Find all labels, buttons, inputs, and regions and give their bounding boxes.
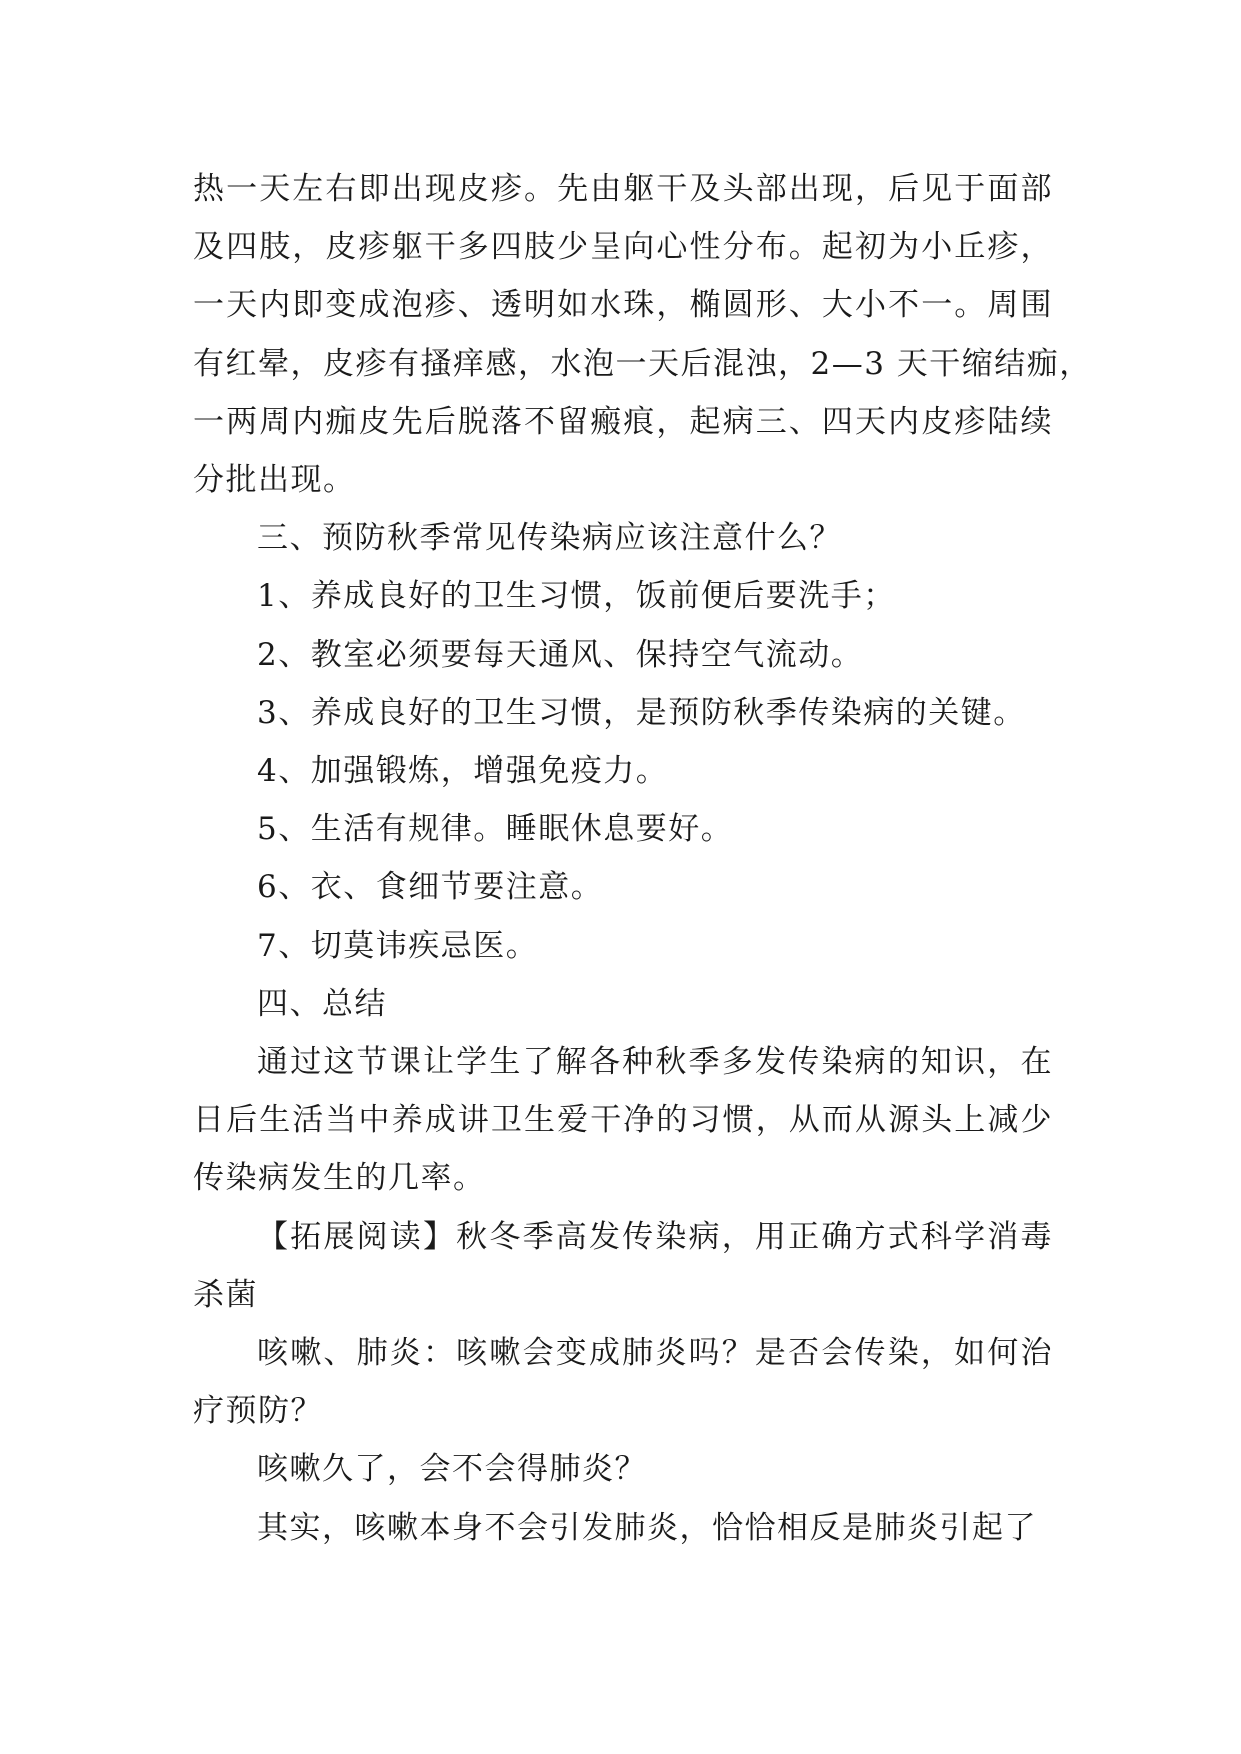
section-heading-prevention [193, 509, 1053, 567]
section-heading-summary [193, 975, 1053, 1033]
text-line: 5、生活有规律。睡眠休息要好。 [257, 811, 734, 848]
paragraph-extended-reading [193, 1208, 1053, 1324]
list-item-1 [193, 567, 1053, 625]
text-line: 通过这节课让学生了解各种秋季多发传染病的知识，在 [257, 1044, 1053, 1081]
text-line: 其实，咳嗽本身不会引发肺炎，恰恰相反是肺炎引起了 [257, 1509, 1037, 1546]
list-item-4 [193, 742, 1053, 800]
text-line: 疗预防？ [193, 1393, 323, 1430]
text-line: 4、加强锻炼，增强免疫力。 [257, 753, 669, 790]
list-item-5 [193, 800, 1053, 858]
text-line: 7、切莫讳疾忌医。 [257, 927, 539, 964]
text-line: 分批出现。 [193, 462, 356, 499]
paragraph-question [193, 1440, 1053, 1498]
text-line: 2、教室必须要每天通风、保持空气流动。 [257, 636, 864, 673]
text-line: 3、养成良好的卫生习惯，是预防秋季传染病的关键。 [257, 694, 1026, 731]
text-line: 有红晕，皮疹有搔痒感，水泡一天后混浊，2—3 天干缩结痂， [193, 345, 1092, 382]
text-line: 一两周内痂皮先后脱落不留瘢痕，起病三、四天内皮疹陆续 [193, 403, 1053, 440]
text-line: 四、总结 [257, 985, 387, 1022]
text-line: 一天内即变成泡疹、透明如水珠，椭圆形、大小不一。周围 [193, 287, 1053, 324]
text-line: 及四肢，皮疹躯干多四肢少呈向心性分布。起初为小丘疹， [193, 229, 1053, 266]
text-line: 咳嗽久了，会不会得肺炎？ [257, 1451, 647, 1488]
text-line: 6、衣、食细节要注意。 [257, 869, 604, 906]
text-line: 热一天左右即出现皮疹。先由躯干及头部出现，后见于面部 [193, 171, 1053, 207]
list-item-3 [193, 684, 1053, 742]
list-item-7 [193, 917, 1053, 975]
paragraph-summary [193, 1033, 1053, 1208]
text-line: 咳嗽、肺炎：咳嗽会变成肺炎吗？是否会传染，如何治 [257, 1335, 1053, 1372]
list-item-2 [193, 626, 1053, 684]
text-line: 杀菌 [193, 1276, 258, 1313]
text-line: 【拓展阅读】秋冬季高发传染病，用正确方式科学消毒 [257, 1218, 1053, 1255]
document-body [193, 160, 1092, 1557]
paragraph-answer [193, 1499, 1053, 1557]
text-line: 1、养成良好的卫生习惯，饭前便后要洗手； [257, 578, 896, 615]
text-line: 传染病发生的几率。 [193, 1160, 486, 1197]
paragraph-chickenpox-symptoms [193, 160, 1092, 509]
paragraph-cough-pneumonia [193, 1324, 1053, 1440]
list-item-6 [193, 858, 1053, 916]
text-line: 日后生活当中养成讲卫生爱干净的习惯，从而从源头上减少 [193, 1102, 1053, 1139]
text-line: 三、预防秋季常见传染病应该注意什么？ [257, 520, 842, 557]
